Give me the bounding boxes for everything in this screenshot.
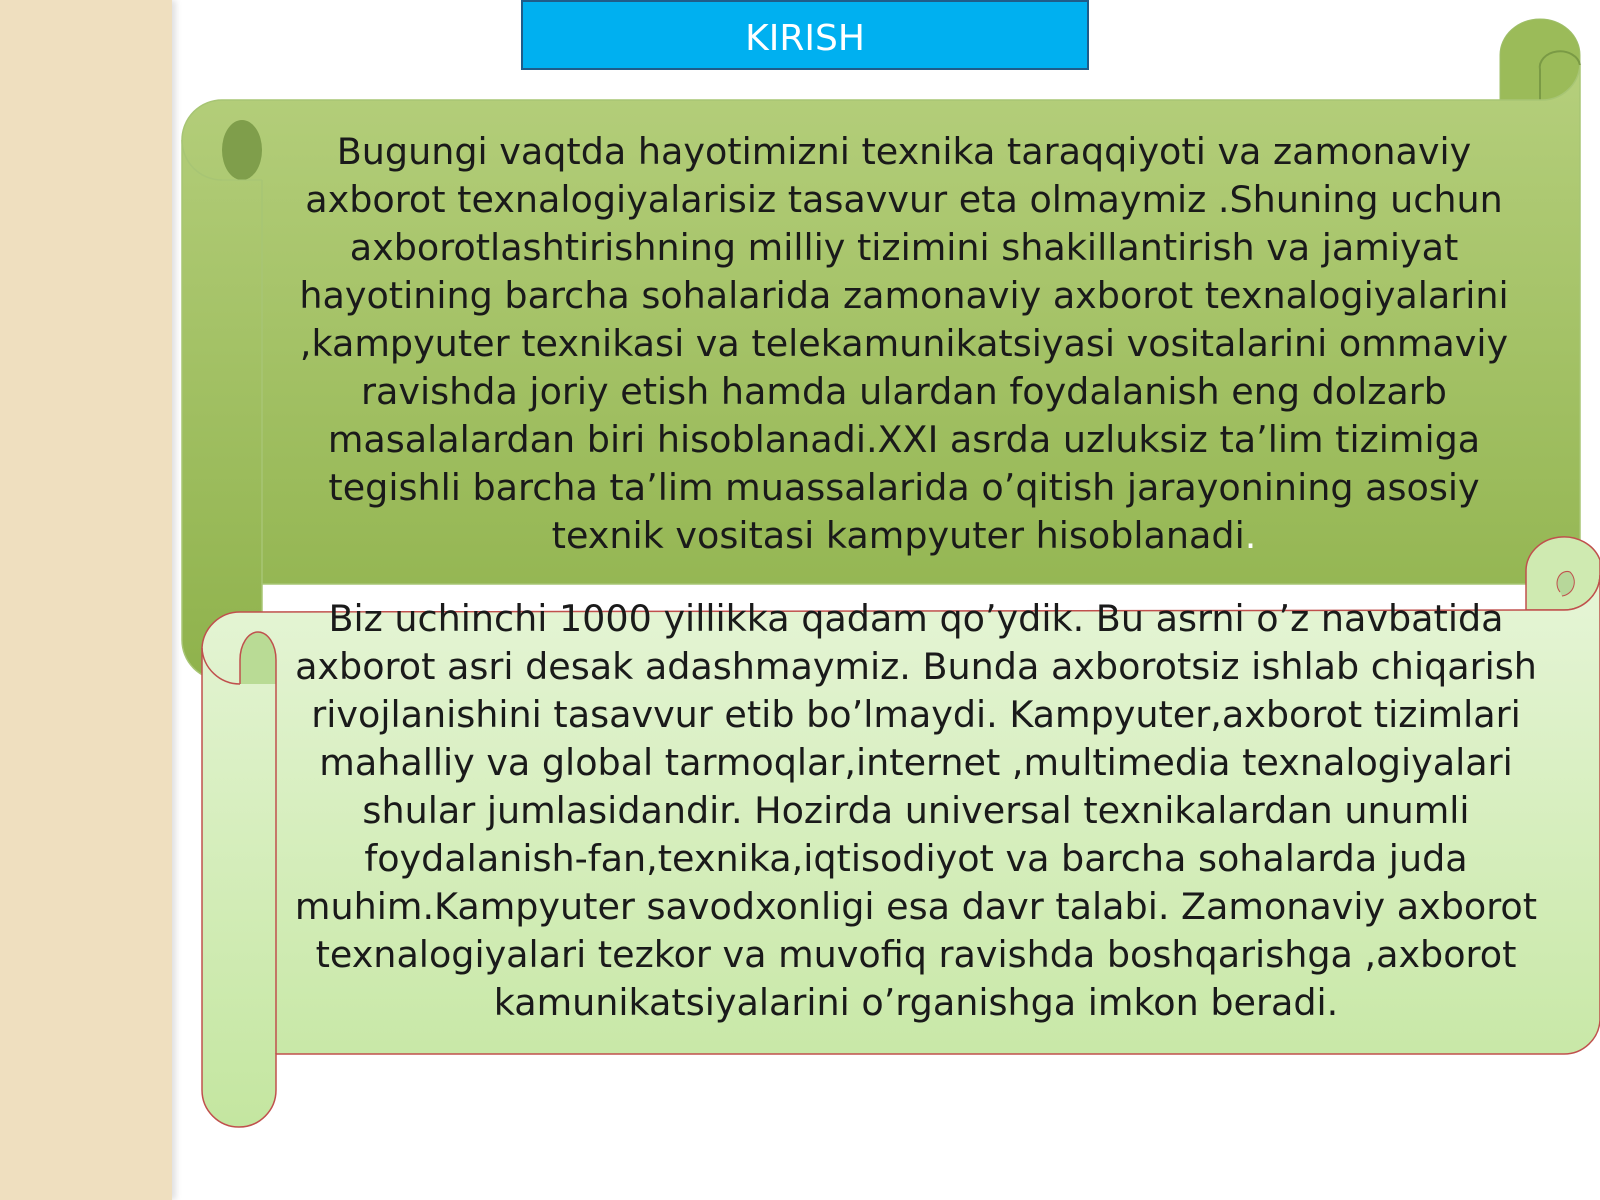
slide-title: KIRISH — [521, 0, 1089, 70]
intro-paragraph-1-end: . — [1244, 514, 1257, 557]
intro-paragraph-2: Biz uchinchi 1000 yillikka qadam qo’ydik. Bu asrni o’z navbatida axborot asri desak adashmaymiz. Bunda axborotsiz ishlab chiqarish rivojlanishini tasavvur etib bo’lmaydi. Kampyuter,axborot tizimlari mahalliy va global tarmoqlar,internet ,multimedia texnalogiyalari shular jumlasidandir. Hozirda universal texnikalardan unumli foydalanish-fan,texnika,iqtisodiyot va barcha sohalarda juda muhim.Kampyuter savodxonligi esa davr talabi. Zamonaviy axborot texnalogiyalari tezkor va muvofiq ravishda boshqarishga ,axborot kamunikatsiyalarini o’rganishga imkon beradi. — [294, 597, 1538, 1024]
intro-paragraph-1 — [272, 128, 1536, 560]
intro-paragraph-1-text: Bugungi vaqtda hayotimizni texnika taraqqiyoti va zamonaviy axborot texnalogiyalarisiz tasavvur eta olmaymiz .Shuning uchun axborotlashtirishning milliy tizimini shakillantirish va jamiyat hayotining barcha sohalarida zamonaviy axborot texnalogiyalarini ,kampyuter texnikasi va telekamunikatsiyasi vositalarini ommaviy ravishda joriy etish hamda ulardan foydalanish eng dolzarb masalalardan biri hisoblanadi.XXI asrda uzluksiz ta’lim tizimiga tegishli barcha ta’lim muassalarida o’qitish jarayonining asosiy texnik vositasi kampyuter hisoblanadi — [299, 130, 1509, 557]
